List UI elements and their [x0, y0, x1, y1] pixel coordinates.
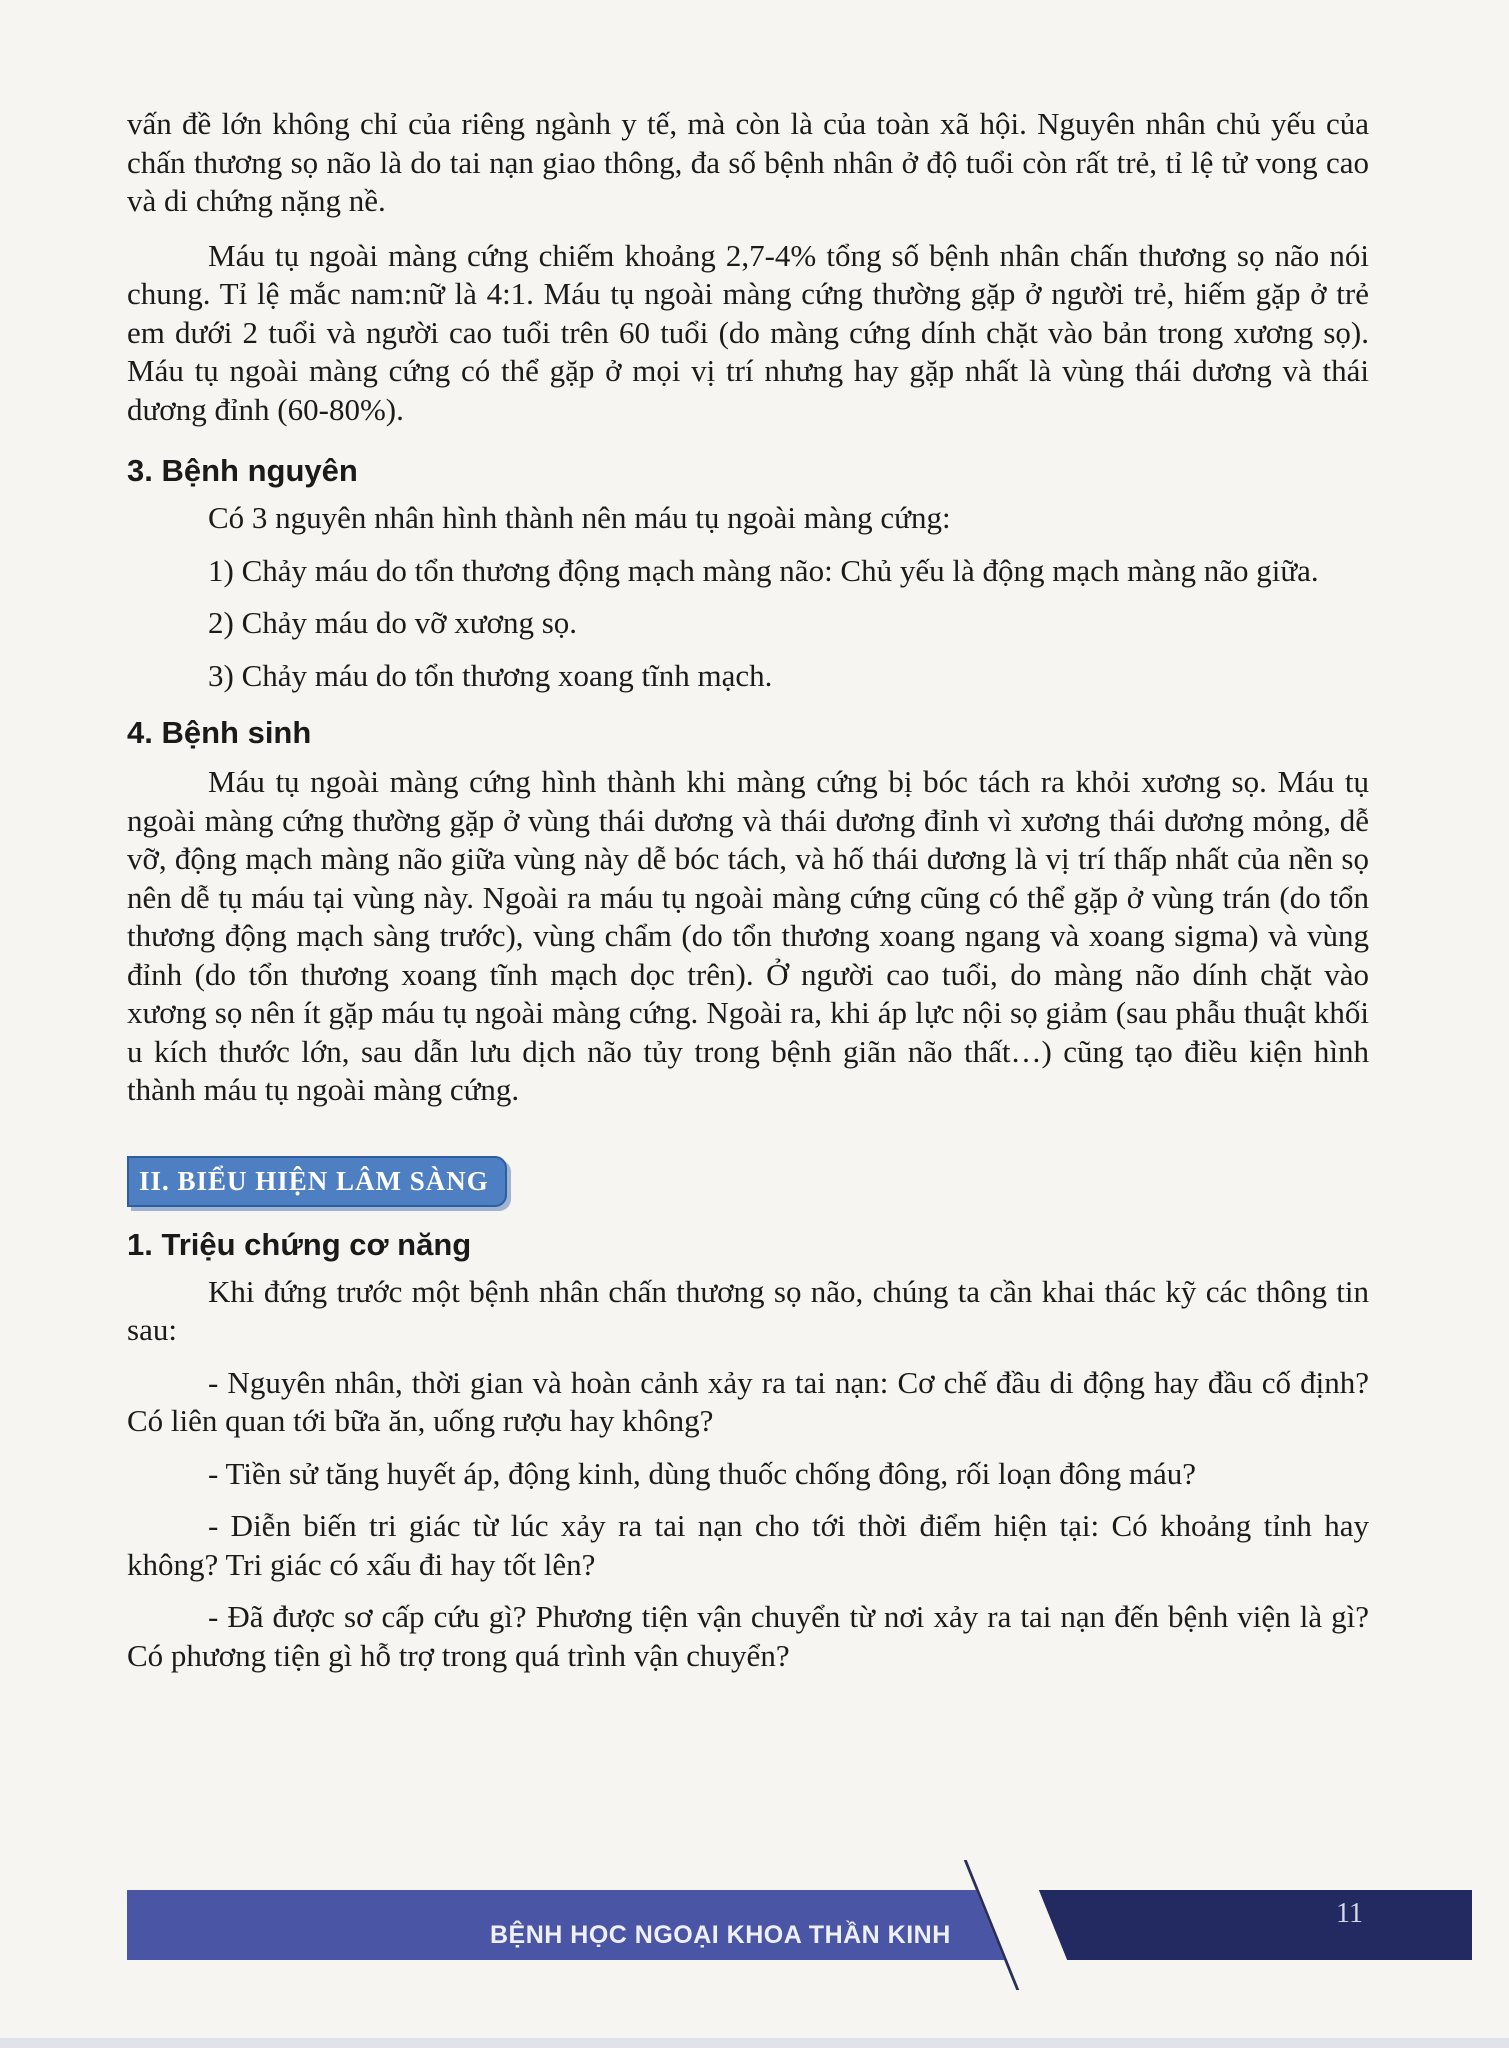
cause-item-2: 2) Chảy máu do vỡ xương sọ.: [208, 605, 578, 640]
pathogenesis-paragraph: Máu tụ ngoài màng cứng hình thành khi màng cứng bị bóc tách ra khỏi xương sọ. Máu tụ ngoài màng cứng thường gặp ở vùng thái dương và thái dương đỉnh vì xương thái dương mỏng, dễ vỡ, động mạch màng não giữa vùng này dễ bóc tách, và hố thái dương là vị trí thấp nhất của nền sọ nên dễ tụ máu tại vùng này. Ngoài ra máu tụ ngoài màng cứng cũng có thể gặp ở vùng trán (do tổn thương động mạch sàng trước), vùng chẩm (do tổn thương xoang ngang và xoang sigma) và vùng đỉnh (do tổn thương xoang tĩnh mạch dọc trên). Ở người cao tuổi, do màng não dính chặt vào xương sọ nên ít gặp máu tụ ngoài màng cứng. Ngoài ra, khi áp lực nội sọ giảm (sau phẫu thuật khối u kích thước lớn, sau dẫn lưu dịch não tủy trong bệnh giãn não thất…) cũng tạo điều kiện hình thành máu tụ ngoài màng cứng.: [127, 764, 1369, 1107]
history-item-3: - Diễn biến tri giác từ lúc xảy ra tai nạn cho tới thời điểm hiện tại: Có khoảng tỉnh hay không? Tri giác có xấu đi hay tốt lên?: [127, 1508, 1369, 1582]
section-3-lead: Có 3 nguyên nhân hình thành nên máu tụ ngoài màng cứng:: [208, 500, 951, 535]
history-item-1: - Nguyên nhân, thời gian và hoàn cảnh xảy ra tai nạn: Cơ chế đầu di động hay đầu cố định? Có liên quan tới bữa ăn, uống rượu hay không?: [127, 1364, 1369, 1438]
subsection-1-heading: 1. Triệu chứng cơ năng: [127, 1226, 472, 1262]
section-4-heading: 4. Bệnh sinh: [127, 715, 312, 750]
section-tag-clinical: II. BIỂU HIỆN LÂM SÀNG: [127, 1156, 507, 1207]
page-body: [127, 105, 1369, 1675]
epidemiology-paragraph: Máu tụ ngoài màng cứng chiếm khoảng 2,7-4% tổng số bệnh nhân chấn thương sọ não nói chung. Tỉ lệ mắc nam:nữ là 4:1. Máu tụ ngoài màng cứng thường gặp ở người trẻ, hiếm gặp ở trẻ em dưới 2 tuổi và người cao tuổi trên 60 tuổi (do màng cứng dính chặt vào bản trong xương sọ). Máu tụ ngoài màng cứng có thể gặp ở mọi vị trí nhưng hay gặp nhất là vùng thái dương và thái dương đỉnh (60-80%).: [127, 237, 1369, 427]
history-item-2: - Tiền sử tăng huyết áp, động kinh, dùng thuốc chống đông, rối loạn đông máu?: [208, 1455, 1197, 1491]
cause-item-3: 3) Chảy máu do tổn thương xoang tĩnh mạch.: [208, 657, 773, 693]
page-edge: [0, 2038, 1509, 2048]
footer-page-block: [1035, 1890, 1472, 1960]
page-number: 11: [1336, 1898, 1363, 1929]
subsection-1-lead: Khi đứng trước một bệnh nhân chấn thương sọ não, chúng ta cần khai thác kỹ các thông tin sau:: [127, 1273, 1369, 1347]
history-item-4: - Đã được sơ cấp cứu gì? Phương tiện vận chuyển từ nơi xảy ra tai nạn đến bệnh viện là gì? Có phương tiện gì hỗ trợ trong quá trình vận chuyển?: [127, 1599, 1369, 1673]
cause-item-1: 1) Chảy máu do tổn thương động mạch màng não: Chủ yếu là động mạch màng não giữa.: [208, 552, 1319, 588]
footer-book-title: BỆNH HỌC NGOẠI KHOA THẦN KINH: [490, 1921, 951, 1949]
intro-paragraph: vấn đề lớn không chỉ của riêng ngành y tế, mà còn là của toàn xã hội. Nguyên nhân chủ yếu của chấn thương sọ não là do tai nạn giao thông, đa số bệnh nhân ở độ tuổi còn rất trẻ, tỉ lệ tử vong cao và di chứng nặng nề.: [127, 106, 1369, 218]
section-3-heading: 3. Bệnh nguyên: [127, 453, 358, 488]
